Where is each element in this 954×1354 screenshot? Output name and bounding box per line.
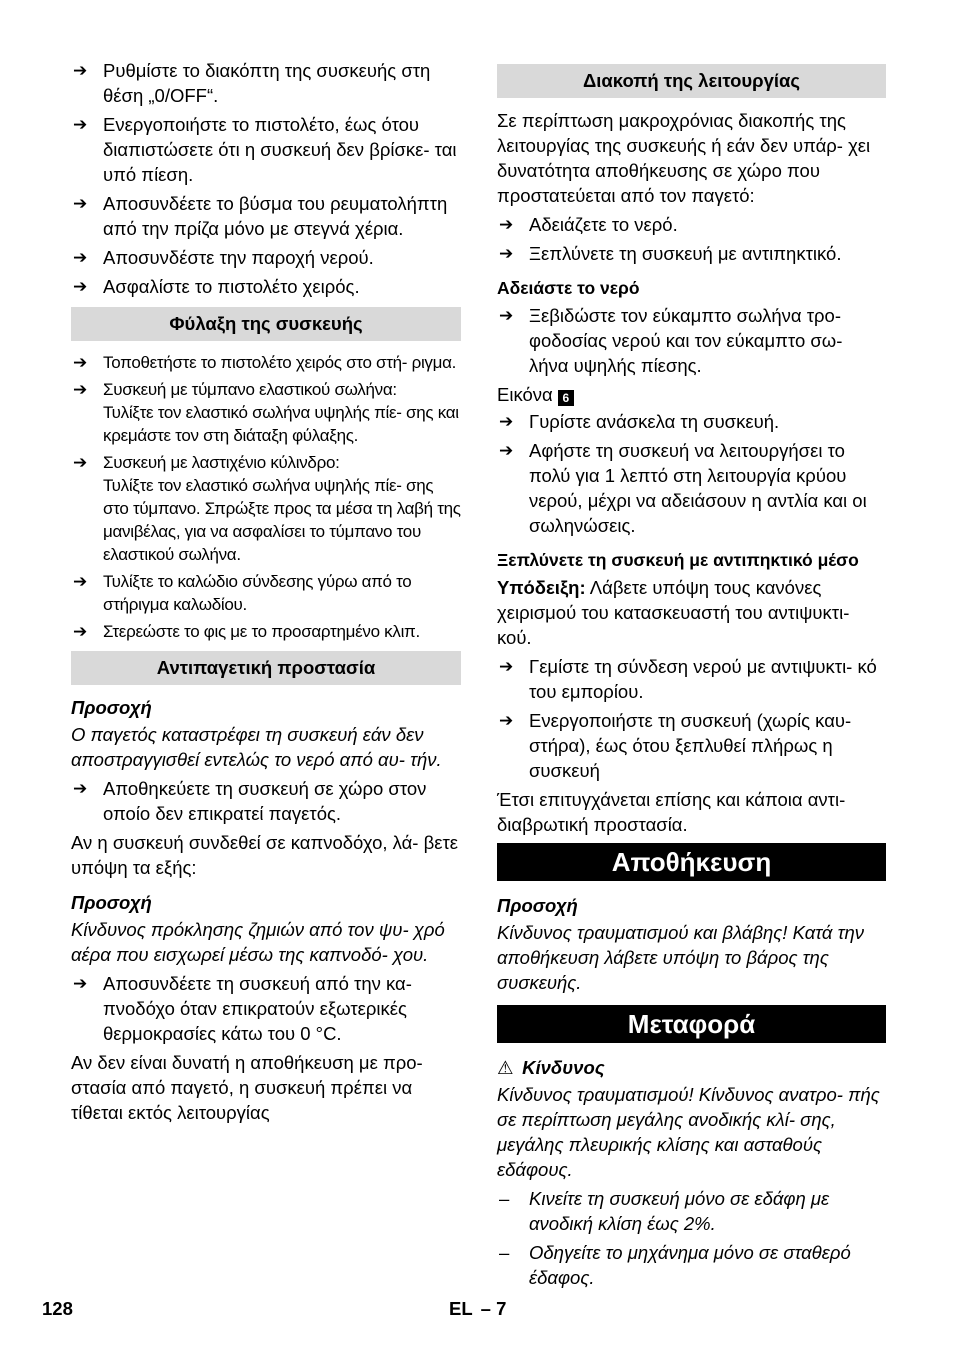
arrow-icon: ➔ [499, 441, 514, 460]
arrow-icon: ➔ [73, 194, 88, 213]
paragraph: Σε περίπτωση μακροχρόνιας διακοπής της λειτουργίας της συσκευής ή εάν δεν υπάρ- χει δυνατότητα αποθήκευσης σε χώρο που προστατεύεται από τον παγετό: [497, 110, 871, 206]
arrow-icon: ➔ [73, 974, 88, 993]
list-item: ➔ Γυρίστε ανάσκελα τη συσκευή. [499, 411, 780, 432]
subheading-rinse: Ξεπλύνετε τη συσκευή με αντιπηκτικό μέσο [497, 550, 859, 570]
arrow-icon: ➔ [73, 622, 87, 641]
list-item: – Κινείτε τη συσκευή μόνο σε εδάφη με ανοδική κλίση έως 2%. [499, 1188, 830, 1234]
caution-text: Κίνδυνος τραυματισμού και βλάβης! Κατά την αποθήκευση λάβετε υπόψη το βάρος της συσκευής. [497, 922, 865, 993]
list-item: ➔ Συσκευή με λαστιχένιο κύλινδρο: Τυλίξτε τον ελαστικό σωλήνα υψηλής πίε- σης στο τύμπανο. Σπρώξτε προς τα μέσα τη λαβή της μανιβέλας, για να ασφαλίσει το τύμπανο του ελαστικού σωλήνα. [73, 453, 461, 564]
paragraph: Έτσι επιτυγχάνεται επίσης και κάποια αντι- διαβρωτική προστασία. [497, 789, 846, 835]
chapter-heading-transport: Μεταφορά [497, 1005, 886, 1043]
language-page-label: EL – 7 [449, 1298, 507, 1319]
list-item: ➔ Ενεργοποιήστε το πιστολέτο, έως ότου διαπιστώσετε ότι η συσκευή δεν βρίσκε- ται υπό πίεση. [73, 114, 457, 185]
list-item: ➔ Ξεβιδώστε τον εύκαμπτο σωλήνα τρο- φοδοσίας νερού και τον εύκαμπτο σω- λήνα υψηλής πίεσης. [499, 305, 843, 376]
arrow-icon: ➔ [73, 380, 87, 399]
arrow-icon: ➔ [499, 215, 514, 234]
list-item: – Οδηγείτε το μηχάνημα μόνο σε σταθερό έδαφος. [499, 1242, 851, 1288]
arrow-icon: ➔ [73, 453, 87, 472]
caution-text: Ο παγετός καταστρέφει τη συσκευή εάν δεν αποστραγγισθεί εντελώς το νερό από αυ- τήν. [71, 724, 442, 770]
list-item-sub: Τυλίξτε τον ελαστικό σωλήνα υψηλής πίε- σης στο τύμπανο. Σπρώξτε προς τα μέσα τη λαβή της μανιβέλας, για να ασφαλίσει το τύμπανο του ελαστικού σωλήνα. [103, 476, 461, 564]
caution-label: Προσοχή [71, 892, 152, 913]
arrow-icon: ➔ [73, 248, 88, 267]
paragraph: Αν η συσκευή συνδεθεί σε καπνοδόχο, λά- βετε υπόψη τα εξής: [71, 832, 459, 878]
list-item: ➔ Συσκευή με τύμπανο ελαστικού σωλήνα: Τυλίξτε τον ελαστικό σωλήνα υψηλής πίε- σης και κρεμάστε τον στη διάταξη φύλαξης. [71, 378, 461, 447]
warning-triangle-icon: ⚠ [497, 1057, 514, 1078]
arrow-icon: ➔ [73, 779, 88, 798]
list-item: ➔ Τυλίξτε το καλώδιο σύνδεσης γύρω από το στήριγμα καλωδίου. [73, 572, 412, 614]
arrow-icon: ➔ [499, 306, 514, 325]
caution-label: Προσοχή [71, 697, 152, 718]
arrow-icon: ➔ [73, 61, 88, 80]
section-heading-shutdown: Διακοπή της λειτουργίας [497, 64, 886, 98]
arrow-icon: ➔ [499, 244, 514, 263]
arrow-icon: ➔ [499, 412, 514, 431]
list-item: ➔ Αποσυνδέετε τη συσκευή από την κα- πνοδόχο όταν επικρατούν εξωτερικές θερμοκρασίες κάτω του 0 °C. [73, 973, 412, 1044]
caution-label: Προσοχή [497, 895, 578, 916]
list-item: ➔ Αφήστε τη συσκευή να λειτουργήσει το πολύ για 1 λεπτό στη λειτουργία κρύου νερού, μέχρι να αδειάσουν η αντλία και οι σωληνώσεις. [499, 440, 867, 536]
left-column [71, 58, 461, 1129]
list-item: ➔ Στερεώστε το φις με το προσαρτημένο κλιπ. [73, 622, 420, 641]
chapter-heading-storage: Αποθήκευση [497, 843, 886, 881]
section-heading-frost: Αντιπαγετική προστασία [71, 651, 461, 685]
list-item: ➔ Γεμίστε τη σύνδεση νερού με αντιψυκτι- κό του εμπορίου. [499, 656, 877, 702]
list-item: ➔ Αποθηκεύετε τη συσκευή σε χώρο στον οποίο δεν επικρατεί παγετός. [73, 778, 427, 824]
figure-reference: Εικόνα 6 [497, 382, 886, 407]
list-item: ➔ Ασφαλίστε το πιστολέτο χειρός. [73, 276, 360, 297]
section-heading-storage: Φύλαξη της συσκευής [71, 307, 461, 341]
arrow-icon: ➔ [73, 277, 88, 296]
arrow-icon: ➔ [73, 353, 87, 372]
danger-label-row: ⚠ Κίνδυνος [497, 1057, 605, 1078]
right-column [497, 64, 886, 1294]
list-item: ➔ Τοποθετήστε το πιστολέτο χειρός στο στή- ριγμα. [73, 353, 457, 372]
list-item: ➔ Ρυθμίστε το διακόπτη της συσκευής στη θέση „0/OFF“. [73, 60, 431, 106]
list-item: ➔ Αποσυνδέετε το βύσμα του ρευματολήπτη από την πρίζα μόνο με στεγνά χέρια. [73, 193, 448, 239]
dash-icon: – [499, 1188, 510, 1209]
figure-number-badge: 6 [558, 390, 574, 406]
arrow-icon: ➔ [73, 115, 88, 134]
arrow-icon: ➔ [73, 572, 87, 591]
dash-icon: – [499, 1242, 510, 1263]
paragraph: Αν δεν είναι δυνατή η αποθήκευση με προ- στασία από παγετό, η συσκευή πρέπει να τίθεται εκτός λειτουργίας [71, 1052, 423, 1123]
danger-text: Κίνδυνος τραυματισμού! Κίνδυνος ανατρο- πής σε περίπτωση μεγάλης ανοδικής κλί- σης, μεγάλης πλευρικής κλίσης και ασταθούς εδάφους. [497, 1084, 880, 1180]
arrow-icon: ➔ [499, 711, 514, 730]
list-item: ➔ Αδειάζετε το νερό. [499, 214, 678, 235]
list-item-sub: Τυλίξτε τον ελαστικό σωλήνα υψηλής πίε- σης και κρεμάστε τον στη διάταξη φύλαξης. [103, 403, 459, 445]
note-paragraph: Υπόδειξη: Λάβετε υπόψη τους κανόνες χειρισμού του κατασκευαστή του αντιψυκτι- κού. [497, 577, 850, 648]
subheading-drain: Αδειάστε το νερό [497, 278, 640, 298]
list-item: ➔ Ξεπλύνετε τη συσκευή με αντιπηκτικό. [499, 243, 842, 264]
list-item: ➔ Ενεργοποιήστε τη συσκευή (χωρίς καυ- στήρα), έως ότου ξεπλυθεί πλήρως η συσκευή [499, 710, 852, 781]
arrow-icon: ➔ [499, 657, 514, 676]
note-label: Υπόδειξη: [497, 577, 586, 598]
caution-text: Κίνδυνος πρόκλησης ζημιών από τον ψυ- χρό αέρα που εισχωρεί μέσω της καπνοδό- χου. [71, 919, 445, 965]
list-item: ➔ Αποσυνδέστε την παροχή νερού. [73, 247, 374, 268]
page-number: 128 [42, 1298, 73, 1319]
